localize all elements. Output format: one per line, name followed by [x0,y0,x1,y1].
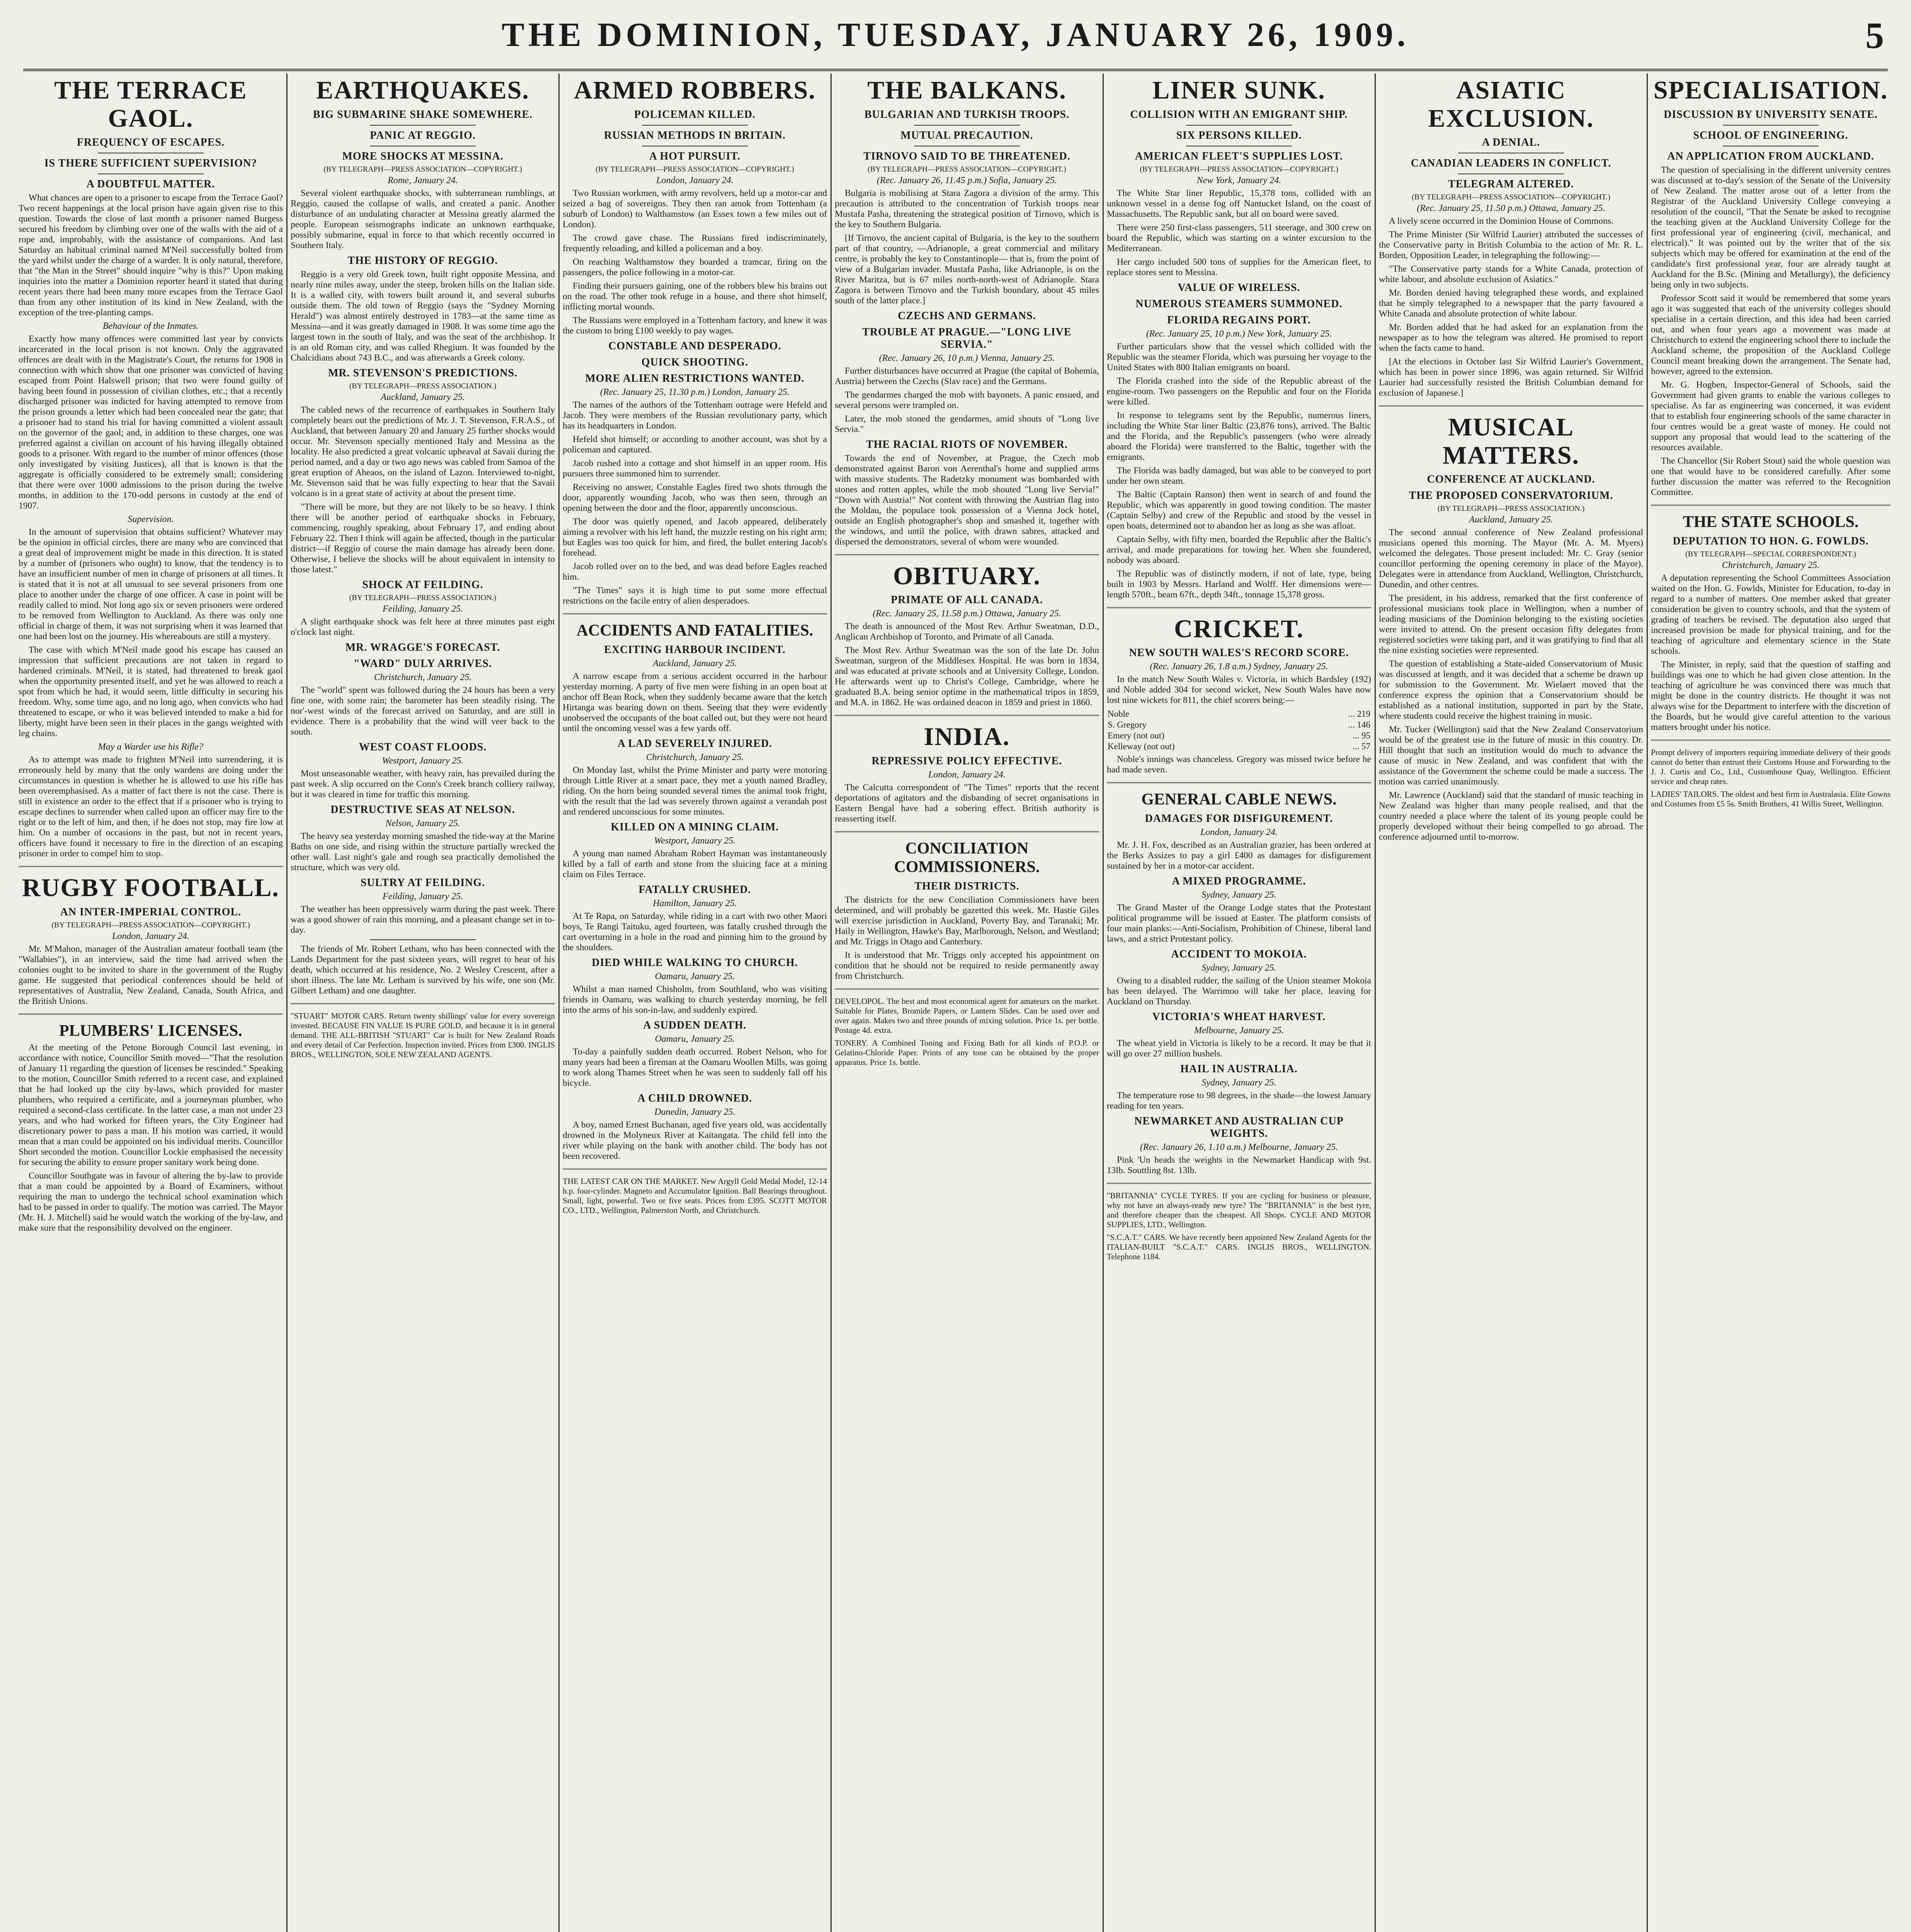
article-paragraph: Owing to a disabled rudder, the sailing of the Union steamer Mokoia has been delayed. The Warrimoo will take her place, leaving for Auckland on Thursday. [1107,976,1371,1007]
subhead: DESTRUCTIVE SEAS AT NELSON. [330,803,515,816]
article-paragraph: The gendarmes charged the mob with bayonets. A panic ensued, and several persons were trampled on. [835,389,1099,410]
subhead: SIX PERSONS KILLED. [1176,129,1302,141]
article-paragraph: Mr. Lawrence (Auckland) said that the standard of music teaching in New Zealand was higher than many people realised, and that the country needed a place where the talent of its young people could be properly developed without their being compelled to go abroad. The conference adjourned until to-morrow. [1379,790,1643,842]
dateline: Nelson, January 25. [385,818,460,828]
article-paragraph: Jacob rolled over on to the bed, and was dead before Eagles reached him. [563,561,827,582]
article-paragraph: In the amount of supervision that obtains sufficient? Whatever may be the opinion in official circles, there are many who are convinced that a great deal of improvement might be made in this direction. It is stated by a number of (prisoners who ought) to know, that the tendency is to have an insufficient number of men in charge of prisoners at all times. It is stated that it is not at all unusual to see several prisoners from one place to another under the charge of one officer. A case in point will be readily called to mind. Not long ago six or seven prisoners were ordered to be removed from Wellington to Auckland. As there was only one official in charge of them, it was not surprising when it was learned that one had been lost on the journey. His whereabouts are still a mystery. [19,527,283,642]
article-paragraph: Her cargo included 500 tons of supplies for the American fleet, to replace stores sent to Messina. [1107,257,1371,277]
headline-liner-sunk: LINER SUNK. [1152,76,1326,104]
divider [370,939,476,940]
table-row [1107,719,1371,730]
subhead: DEPUTATION TO HON. G. FOWLDS. [1673,535,1869,547]
subhead: POLICEMAN KILLED. [634,108,756,121]
subhead: TIRNOVO SAID TO BE THREATENED. [863,150,1070,162]
article-paragraph: Mr. J. H. Fox, described as an Australian grazier, has been ordered at the Berks Assizes to pay a girl £400 as damages for disfigurement sustained by her in a motor-car accident. [1107,840,1371,871]
headline-plumbers-licenses: PLUMBERS' LICENSES. [59,1022,242,1040]
subhead: A DOUBTFUL MATTER. [86,178,215,190]
credit-line: (BY TELEGRAPH—PRESS ASSOCIATION—COPYRIGHT.) [51,920,250,929]
article-paragraph: There were 250 first-class passengers, 511 steerage, and 300 crew on board the Republic, which was starting on a winter excursion to the Mediterranean. [1107,222,1371,253]
article-paragraph: The heavy sea yesterday morning smashed the tide-way at the Marine Baths on one side, and rising within the structure partially wrecked the other wall. Last night's gale and rough sea practically demolished the structure, which was very old. [291,831,555,872]
subhead: KILLED ON A MINING CLAIM. [611,821,779,833]
divider [370,125,476,126]
batsman-score: ... 95 [1353,731,1370,741]
article-paragraph: Exactly how many offences were committed last year by convicts incarcerated in the local prison is not known. Only the aggravated offences are dealt with in the Magistrate's Court, the returns for 1908 in connection with which show that one prisoner was convicted of having escaped from Point Halswell prison; that two were found guilty of having been found in possession of civilian clothes, etc.; that a recently discharged prisoner was indicted for having attempted to remove from the prison grounds a letter which had been concealed near the gate; that a prisoner had to stand his trial for having committed a violent assault on the governor of the gaol; and, in addition to these charges, one was preferred against a civilian on account of his having illegally obtained goods to a prisoner. With regard to the number of minor offences (those only investigated by visiting Justices), all that is known is that the aggregate is officially considered to be extremely small; considering that there were over 1000 admissions to the prison during the twelve months, in addition to the 170-odd persons in custody at the end of 1907. [19,334,283,511]
credit-line: (BY TELEGRAPH—PRESS ASSOCIATION—COPYRIGHT.) [323,165,522,173]
article-paragraph: The Minister, in reply, said that the question of staffing and buildings was one to which he had given close attention. In the teaching of agriculture he was convinced there was much that might be done in the country districts. He thought it was not always wise for the Department to interfere with the discretion of the Boards, but he would give careful attention to the various matters brought under his notice. [1651,659,1891,732]
article-paragraph: Mr. Tucker (Wellington) said that the New Zealand Conservatorium would be of the greatest use in the future of music in this country. Dr. Hill thought that such an institution would do much to advance the cause of music in New Zealand, and was confident that with the assistance of the Government the scheme could be made a success. The motion was carried unanimously. [1379,724,1643,787]
paper-date-line: THE DOMINION, TUESDAY, JANUARY 26, 1909. [502,16,1409,54]
subhead: A MIXED PROGRAMME. [1172,875,1306,888]
advertisement-stuart-motor-cars: "STUART" MOTOR CARS. Return twenty shillings' value for every sovereign invested. BECAUSE FIN VALUE IS PURE GOLD, and because it is in general demand. THE ALL-BRITISH "STUART" Car is built for New Zealand Roads and every detail of Car Perfection. Inspection invited. Prices from £300. INGLIS BROS., WELLINGTON, SOLE NEW ZEALAND AGENTS. [291,1011,555,1059]
subhead: "WARD" DULY ARRIVES. [354,657,492,670]
divider [835,831,1099,832]
subhead: DISCUSSION BY UNIVERSITY SENATE. [1664,108,1878,121]
subhead: QUICK SHOOTING. [641,356,749,368]
dateline: Sydney, January 25. [1201,1078,1276,1088]
credit-line: (BY TELEGRAPH—PRESS ASSOCIATION—COPYRIGHT.) [1412,193,1610,202]
subhead: AN APPLICATION FROM AUCKLAND. [1667,150,1874,162]
subhead: DAMAGES FOR DISFIGUREMENT. [1145,813,1333,825]
subhead: MORE SHOCKS AT MESSINA. [342,150,504,162]
subhead: NEW SOUTH WALES'S RECORD SCORE. [1129,647,1349,659]
article-paragraph: The death is announced of the Most Rev. Arthur Sweatman, D.D., Anglican Archbishop of Toronto, and Primate of all Canada. [835,621,1099,642]
advertisement-ladies-tailors: LADIES' TAILORS. The oldest and best firm in Australasia. Elite Gowns and Costumes from £5 5s. Smith Brothers, 41 Willis Street, Wellington. [1651,789,1891,808]
divider [19,866,283,867]
credit-line: (BY TELEGRAPH—PRESS ASSOCIATION—COPYRIGHT.) [868,165,1066,173]
subhead: MR. STEVENSON'S PREDICTIONS. [328,367,518,379]
subhead: IS THERE SUFFICIENT SUPERVISION? [44,157,257,170]
subhead: REPRESSIVE POLICY EFFECTIVE. [871,755,1062,767]
advertisement-argyll-car: THE LATEST CAR ON THE MARKET. New Argyll Gold Medal Model, 12-14 h.p. four-cylinder. Magneto and Accumulator Ignition. Ball Bearings throughout. Small, light, powerful. Two or five seats. Prices from £395. SCOTT MOTOR CO., LTD., Wellington, Palmerston North, and Christchurch. [563,1176,827,1215]
columns [19,73,1893,1932]
article-paragraph: The crowd gave chase. The Russians fired indiscriminately, frequently reloading, and killed a policeman and a boy. [563,233,827,253]
subhead: SCHOOL OF ENGINEERING. [1693,129,1848,141]
subhead: COLLISION WITH AN EMIGRANT SHIP. [1130,108,1348,121]
article-paragraph: "There will be more, but they are not likely to be so heavy. I think there will be another period of earthquake shocks in February, commencing, roughly speaking, about February 17, and ending about February 22. Then I think will again be affected, though in the particular district—if Reggio of course the main damage has already been done. Otherwise, I believe the shocks will be about equivalent in intensity to those latest." [291,502,555,575]
article-paragraph: Captain Selby, with fifty men, boarded the Republic after the Baltic's arrival, and made preparations for towing her. When she foundered, nobody was aboard. [1107,534,1371,565]
dateline: Christchurch, January 25. [374,672,472,682]
article-paragraph: Whilst a man named Chisholm, from Southland, who was visiting friends in Oamaru, was walking to church yesterday morning, he fell into the arms of his son-in-law, and suddenly expired. [563,984,827,1015]
article-paragraph: The wheat yield in Victoria is likely to be a record. It may be that it will go over 27 million bushels. [1107,1038,1371,1059]
dateline: (Rec. January 26, 11.45 p.m.) Sofia, January 25. [876,175,1057,185]
dateline: Feilding, January 25. [383,604,463,614]
article-paragraph: Reggio is a very old Greek town, built right opposite Messina, and nearly nine miles away, under the steep, broken hills on the Italian side. It is a walled city, with towers built around it, and several suburbs outside them. The old town of Reggio (says the "Sydney Morning Herald") was almost entirely destroyed in 1783—at the same time as Messina—and it was greatly damaged in 1908. It was some time ago the largest town in the south of Italy, and was the seat of the archbishop. It is an old Roman city, and was called Rhegium. It was founded by the Chalcidians about 743 B.C., and was afterwards a Greek colony. [291,269,555,363]
article-paragraph: It is understood that Mr. Triggs only accepted his appointment on condition that he should not be required to reside permanently away from Christchurch. [835,950,1099,981]
article-paragraph: The Most Rev. Arthur Sweatman was the son of the late Dr. John Sweatman, surgeon of the Middlesex Hospital. He was born in 1834, and was educated at private schools and at University College, London. He afterwards went up to Christ's College, Cambridge, where he graduated B.A. being senior optime in the mathematical tripos in 1859, and M.A. in 1862. He was ordained deacon in 1859 and priest in 1860. [835,645,1099,708]
subhead: MR. WRAGGE'S FORECAST. [345,641,500,653]
article-paragraph: The door was quietly opened, and Jacob appeared, deliberately aiming a revolver with his left hand, the muzzle resting on his right arm; but Eagles was too quick for him, and fired, the bullet entering Jacob's forehead. [563,516,827,558]
article-paragraph: Noble's innings was chanceless. Gregory was missed twice before he had made seven. [1107,754,1371,775]
subhead: MORE ALIEN RESTRICTIONS WANTED. [585,372,805,384]
dateline: Christchurch, January 25. [646,752,744,762]
headline-state-schools: THE STATE SCHOOLS. [1683,513,1859,531]
column-specialisation [1651,73,1891,1932]
article-paragraph: On Monday last, whilst the Prime Minister and party were motoring through Little River at a smart pace, they met a youth named Bradley, riding. On the horn being sounded several times the animal took fright, with the result that the lad was severely thrown against a verandah post and rendered unconscious for some minutes. [563,765,827,817]
article-paragraph: Mr. Borden denied having telegraphed these words, and explained that he simply telegraphed to a newspaper that the party favoured a White Canada and absolute protection of white labour. [1379,288,1643,319]
article-paragraph: "The Conservative party stands for a White Canada, protection of white labour, and absolute exclusion of Asiatics." [1379,264,1643,285]
column-earthquakes [291,73,555,1932]
subhead: VICTORIA'S WHEAT HARVEST. [1152,1011,1326,1023]
headline-india: INDIA. [924,723,1010,751]
subhead: A HOT PURSUIT. [649,150,741,162]
section-subhead: Behaviour of the Inmates. [103,321,199,332]
divider [1379,405,1643,406]
article-paragraph: A boy, named Ernest Buchanan, aged five years old, was accidentally drowned in the Molyneux River at Kaitangata. The child fell into the river while playing on the bank with another child. The body has not been recovered. [563,1119,827,1161]
column-rule [558,73,560,1932]
article-paragraph: The president, in his address, remarked that the first conference of professional musicians took place in Wellington, when a number of leading musicians of the Dominion belonging to the existing societies were invited to attend. On the present occasion fifty delegates from registered societies were taking part, and it was gratifying to find that all the nine existing societies were represented. [1379,593,1643,656]
subhead: TROUBLE AT PRAGUE.—"LONG LIVE SERVIA." [862,326,1072,350]
dateline: (Rec. January 25, 11.50 p.m.) Ottawa, January 25. [1417,203,1605,214]
credit-line: (BY TELEGRAPH—PRESS ASSOCIATION.) [349,593,497,602]
article-paragraph: The temperature rose to 98 degrees, in the shade—the lowest January reading for ten years. [1107,1090,1371,1111]
headline-earthquakes: EARTHQUAKES. [316,76,529,104]
masthead [23,11,1888,71]
column-terrace-gaol [19,73,283,1932]
dateline: Dunedin, January 25. [654,1107,735,1117]
article-paragraph: A deputation representing the School Committees Association waited on the Hon. G. Fowlds, Minister for Education, to-day in regard to a number of matters. One member asked that greater consideration be given to country schools, and that the system of grading of teachers be revised. The deputation also urged that increased provision be made for physical training, and for the teaching of agriculture and elementary science in the State schools. [1651,573,1891,656]
subhead: MUTUAL PRECAUTION. [900,129,1033,141]
headline-asiatic-exclusion: ASIATIC EXCLUSION. [1428,76,1594,133]
subhead: PANIC AT REGGIO. [370,129,476,141]
advertisement-customs-forwarding: Prompt delivery of importers requiring immediate delivery of their goods cannot do better than entrust their Customs House and Forwarding to the J. J. Curtis and Co., Ltd., Customhouse Quay, Wellington. Efficient service and cheap rates. [1651,747,1891,786]
article-paragraph: The question of establishing a State-aided Conservatorium of Music was discussed at length, and it was decided that a scheme be drawn up for submission to the Government. Mr. Wielaert moved that the conference express the opinion that a Conservatorium should be established as a national institution, supported in part by the State, where students could receive the highest training in music. [1379,659,1643,721]
page-number: 5 [1865,15,1884,56]
divider [835,554,1099,555]
column-rule [1375,73,1376,1932]
dateline: New York, January 24. [1196,175,1281,185]
subhead: SULTRY AT FEILDING. [360,876,485,889]
article-paragraph: In response to telegrams sent by the Republic, numerous liners, including the White Star liner Baltic (23,876 tons), arrived. The Baltic and the Florida, and the Republic's passengers (who were already aboard the Florida) were transferred to the Baltic, together with the emigrants. [1107,410,1371,462]
dateline: Auckland, January 25. [381,392,465,402]
headline-musical-matters: MUSICAL MATTERS. [1443,413,1579,469]
article-paragraph: The Florida was badly damaged, but was able to be conveyed to port under her own steam. [1107,465,1371,486]
column-liner-sunk [1107,73,1371,1932]
subhead: EXCITING HARBOUR INCIDENT. [604,643,786,656]
article-paragraph: As to attempt was made to frighten M'Neil into surrendering, it is erroneously held by many that the only wardens are doing under the circumstances in question is whether he is allowed to use his rifle has been overemphasised. As a matter of fact there is not the case. There is still in existence an order to the effect that if a prisoner who is trying to escape declines to surrender when called upon an officer may fire to the right or to the left of him, and then, if he does not stop, may fire low at him. On a number of occasions in the past, but not in recent years, officers have found it necessary to fire in the direction of an escaping prisoner in order to compel him to stop. [19,755,283,859]
table-row [1107,709,1371,719]
article-paragraph: At the meeting of the Petone Borough Council last evening, in accordance with notice, Councillor Smith moved—"That the resolution of January 11 regarding the question of licenses be rescinded." Speaking to the motion, Councillor Smith referred to a recent case, and explained that he had looked up the city by-laws, which provided for master plumbers, who required a certificate, and a journeyman plumber, who required a second-class certificate. In the latter case, a man not under 23 years, and who had worked for fifteen years, the City Engineer had discretionary power to pass a man. If his motion was carried, it would mean that a man could be appointed on his individual merits. Councillor Short seconded the motion. Councillor Lockie emphasised the necessity for securing the ability to ensure proper sanitary work being done. [19,1042,283,1167]
batsman-name: Noble [1108,709,1130,719]
dateline: Westport, January 25. [654,835,736,846]
divider [1107,782,1371,783]
article-paragraph: The Prime Minister (Sir Wilfrid Laurier) attributed the successes of the Conservative party in British Columbia to the action of Mr. R. L. Borden, Opposition Leader, in telegraphing the following:— [1379,230,1643,261]
dateline: Rome, January 24. [388,175,458,185]
article-paragraph: Mr. M'Mahon, manager of the Australian amateur football team (the "Wallabies"), in an interview, said the time had arrived when the colonies ought to be invited to share in the government of the Rugby game. He suggested that periodical conferences should be held of representatives of Australia, New Zealand, Canada, South Africa, and the British Unions. [19,944,283,1006]
article-paragraph: The Florida crashed into the side of the Republic abreast of the engine-room. Two passengers on the Republic and four on the Florida were killed. [1107,376,1371,407]
batsman-score: ... 57 [1353,742,1370,752]
dateline: Sydney, January 25. [1201,890,1276,900]
divider [1723,125,1819,126]
table-row [1107,741,1371,752]
subhead: NEWMARKET AND AUSTRALIAN CUP WEIGHTS. [1134,1115,1344,1140]
batsman-name: S. Gregory [1108,720,1147,730]
article-paragraph: A slight earthquake shock was felt here at three minutes past eight o'clock last night. [291,616,555,637]
article-paragraph: Towards the end of November, at Prague, the Czech mob demonstrated against Baron von Aerenthal's home and supplied arms with massive students. The Radetzky monument was bombarded with stones and rotten apples, while the mob shouted "Long live Servia!" "Down with Austria!" Not content with throwing the Austrian flag into the Moldau, the populace took possession of a Vienna Jock hotel, outside an English photographer's shop and smashed it, together with the windows, and until the police, with drawn sabres, attacked and dispersed the demonstrators, several of whom were wounded. [835,453,1099,547]
advertisement-britannia-tyres: "BRITANNIA" CYCLE TYRES. If you are cycling for business or pleasure, why not have an always-ready new tyre? The "BRITANNIA" is the best tyre, and therefore cheaper than the cheapest. All Shops. CYCLE AND MOTOR SUPPLIES, LTD., Wellington. [1107,1191,1371,1230]
headline-general-cable-news: GENERAL CABLE NEWS. [1141,791,1337,809]
article-paragraph: The Calcutta correspondent of "The Times" reports that the recent deportations of agitators and the disbanding of secret organisations in Eastern Bengal have had a sobering effect. British authority is reasserting itself. [835,782,1099,824]
article-paragraph: Councillor Southgate was in favour of altering the by-law to provide that a man could be appointed by a Board of Examiners, without requiring the man to undergo the technical school examination which had to be passed in order to qualify. The motion was carried. The Mayor (Mr. H. J. Mitchell) said he would watch the working of the by-law, and make sure that the responsibility devolved on the engineer. [19,1170,283,1233]
article-paragraph: The case with which M'Neil made good his escape has caused an impression that sufficient precautions are not taken in regard to hardened criminals. M'Neil, it is stated, had threatened to break gaol when the opportunity presented itself, and yet he was allowed to reach a spot from which he had, it would seem, little difficulty in securing his freedom. Why, some time ago, and no long ago, when convicts who had threatened to escape, or who it was believed intended to make a bid for liberty, might have been seen in their places in the gangs weighted with leg chains. [19,645,283,739]
headline-obituary: OBITUARY. [893,561,1041,590]
subhead: BIG SUBMARINE SHAKE SOMEWHERE. [313,108,533,121]
dateline: (Rec. January 25, 11.30 p.m.) London, January 25. [600,387,790,397]
subhead: THE HISTORY OF REGGIO. [347,254,498,267]
article-paragraph: Further particulars show that the vessel which collided with the Republic was the steamer Florida, which was pursuing her voyage to the United States with 800 Italian emigrants on board. [1107,341,1371,372]
subhead: FATALLY CRUSHED. [638,883,751,896]
divider [642,125,748,126]
subhead: ACCIDENT TO MOKOIA. [1171,948,1307,961]
divider [1107,1183,1371,1184]
article-paragraph: Receiving no answer, Constable Eagles fired two shots through the door, apparently wounding Jacob, who was then seen, through an opening between the door and the floor, apparently unconscious. [563,482,827,513]
column-balkans [835,73,1099,1932]
dateline: Feilding, January 25. [383,891,463,901]
dateline: Westport, January 25. [382,755,464,766]
subhead: A SUDDEN DEATH. [643,1019,747,1031]
divider [98,173,204,174]
headline-terrace-gaol: THE TERRACE GAOL. [54,76,247,133]
column-armed-robbers [563,73,827,1932]
article-paragraph: In the match New South Wales v. Victoria, in which Bardsley (192) and Noble added 304 for second wicket, New South Wales have now lost nine wickets for 811, the chief scorers being:— [1107,674,1371,706]
divider [1458,173,1564,174]
subhead: DIED WHILE WALKING TO CHURCH. [592,956,798,969]
subhead: BULGARIAN AND TURKISH TROOPS. [864,108,1070,121]
advertisement-tonery: TONERY. A Combined Toning and Fixing Bath for all kinds of P.O.P. or Gelatino-Chloride Paper. Prints of any tone can be obtained by the proper apparatus. Price 1s. bottle. [835,1038,1099,1067]
credit-line: (BY TELEGRAPH—SPECIAL CORRESPONDENT.) [1685,549,1856,558]
article-paragraph: Pink 'Un heads the weights in the Newmarket Handicap with 9st. 13lb. Souttling 8st. 13lb. [1107,1155,1371,1176]
article-paragraph: Later, the mob stoned the gendarmes, amid shouts of "Long live Servia." [835,413,1099,434]
divider [19,1014,283,1015]
dateline: (Rec. January 26, 1.10 a.m.) Melbourne, January 25. [1140,1142,1338,1153]
headline-armed-robbers: ARMED ROBBERS. [574,76,816,104]
credit-line: (BY TELEGRAPH—PRESS ASSOCIATION—COPYRIGHT.) [596,165,794,173]
article-paragraph: "The Times" says it is high time to put some more effectual restrictions on the facile entry of alien desperadoes. [563,585,827,606]
article-paragraph: Most unseasonable weather, with heavy rain, has prevailed during the past week. A slip occurred on the Conn's Creek branch colliery railway, but it was cleared in time for traffic this morning. [291,768,555,799]
batsman-name: Kelleway (not out) [1108,742,1175,752]
divider [1107,607,1371,608]
cricket-score-table [1107,709,1371,752]
dateline: London, January 24. [656,175,733,185]
dateline: Sydney, January 25. [1201,963,1276,973]
subhead: CONSTABLE AND DESPERADO. [608,340,781,352]
article-paragraph: The friends of Mr. Robert Letham, who has been connected with the Lands Department for the past sixteen years, will regret to hear of his death, which occurred at his residence, No. 2 Wesley Crescent, after a short illness. The late Mr. Letham is survived by his wife, one son (Mr. Gilbert Letham) and one daughter. [291,944,555,996]
credit-line: (BY TELEGRAPH—PRESS ASSOCIATION.) [349,381,497,390]
subhead: WEST COAST FLOODS. [359,741,487,753]
subhead: VALUE OF WIRELESS. [1178,281,1300,294]
dateline: (Rec. January 26, 1.8 a.m.) Sydney, January 25. [1150,662,1328,672]
table-row [1107,730,1371,741]
subhead: THE PROPOSED CONSERVATORIUM. [1409,490,1613,502]
section-subhead: May a Warder use his Rifle? [98,742,204,752]
subhead: FREQUENCY OF ESCAPES. [77,136,225,149]
article-paragraph: At Te Rapa, on Saturday, while riding in a cart with two other Maori boys, Te Rangi Taituku, aged fourteen, was fatally crushed through the cart overturning in a hole in the road and pinning him to the ground by the shoulders. [563,911,827,952]
article-paragraph: The districts for the new Conciliation Commissioners have been determined, and will probably be gazetted this week. Mr. Hastie Giles will exercise jurisdiction in Auckland, Poverty Bay, and Taranaki; Mr. Haily in Wellington, Hawke's Bay, Marlborough, Nelson, and Westland; and Mr. Triggs in Otago and Canterbury. [835,895,1099,947]
headline-balkans: THE BALKANS. [867,76,1067,104]
subhead: A LAD SEVERELY INJURED. [617,737,773,750]
subhead: FLORIDA REGAINS PORT. [1167,314,1311,326]
subhead: AMERICAN FLEET'S SUPPLIES LOST. [1135,150,1343,162]
subhead: AN INTER-IMPERIAL CONTROL. [60,906,242,918]
column-rule [1647,73,1648,1932]
divider [914,125,1020,126]
article-paragraph: The Chancellor (Sir Robert Stout) said the whole question was one that would have to be considered carefully. After some further discussion the matter was referred to the Recognition Committee. [1651,456,1891,497]
headline-specialisation: SPECIALISATION. [1653,76,1888,104]
credit-line: (BY TELEGRAPH—PRESS ASSOCIATION—COPYRIGHT.) [1140,165,1338,173]
batsman-score: ... 219 [1348,709,1370,719]
article-paragraph: The cabled news of the recurrence of earthquakes in Southern Italy completely bears out the predictions of Mr. J. T. Stevenson, F.R.A.S., of Auckland, that between January 20 and January 25 further shocks would occur. Mr. Stevenson specially mentioned Italy and Messina as the locality. He also predicted a great volcanic upheaval at Savaii during the period named, and a day or two ago news was cabled from Samoa of the great eruption of Aheaos, on the island of Lazon. Interviewed to-night, Mr. Stevenson said that he was fully expecting to hear that the Savaii volcano is in a great state of activity at about the present time. [291,405,555,498]
advertisement-developol: DEVELOPOL. The best and most economical agent for amateurs on the market. Suitable for Plates, Bromide Papers, or Lantern Slides. Can be used over and over again. Makes two and three pounds of mixing solution. Price 1s. per bottle. Postage 4d. extra. [835,996,1099,1035]
subhead: A DENIAL. [1482,136,1540,149]
dateline: London, January 24. [112,931,189,941]
article-paragraph: The question of specialising in the different university centres was discussed at to-day's session of the Senate of the University of New Zealand. The matter arose out of a letter from the Registrar of the Auckland University College conveying a resolution of the council, "That the Senate be asked to recognise the teaching given at the Auckland University College for the first professional year of engineering (civil, mechanical, and electrical)." It was pointed out by the writer that of the six subjects which may be offered for examination at the end of the candidate's first professional year, four are already taught at Auckland for the B.Sc. (Mining and Metallurgy), the deficiency being only in two subjects. [1651,165,1891,290]
subhead: HAIL IN AUSTRALIA. [1180,1063,1298,1075]
article-paragraph: Two Russian workmen, with army revolvers, held up a motor-car and seized a bag of sovereigns. They then ran amok from Tottenham (a suburb of London) to Walthamstow (an Essex town a few miles out of London). [563,188,827,230]
subhead: A CHILD DROWNED. [637,1092,752,1104]
article-paragraph: The Grand Master of the Orange Lodge states that the Protestant political programme will be issued at Easter. The platform consists of four main planks:—Anti-Socialism, Prohibition of Chinese, liberal land laws, and a strict Protestant policy. [1107,903,1371,944]
dateline: Melbourne, January 25. [1194,1026,1284,1036]
article-paragraph: The Russians were employed in a Tottenham factory, and knew it was the custom to bring £100 weekly to pay wages. [563,315,827,336]
dateline: London, January 24. [928,769,1006,780]
column-rule [830,73,832,1932]
article-paragraph: The second annual conference of New Zealand professional musicians opened this morning. The Mayor (Mr. A. M. Myers) welcomed the delegates. Those present included: Mr. C. Gray (senior councillor performing the opening ceremony in place of the Mayor). Delegates were in attendance from Auckland, Wellington, Christchurch, Dunedin, and other centres. [1379,527,1643,590]
divider [1651,740,1891,741]
subhead: PRIMATE OF ALL CANADA. [891,594,1043,606]
divider [563,613,827,614]
article-paragraph: The Baltic (Captain Ranson) then went in search of and found the Republic, which was apparently in good towing condition. The master (Captain Selby) and crew of the Republic and stood by the vessel in open boats, determined not to abandon her as long as she was afloat. [1107,489,1371,531]
dateline: (Rec. January 25, 11.58 p.m.) Ottawa, January 25. [873,609,1061,619]
article-paragraph: On reaching Walthamstow they boarded a tramcar, firing on the passengers, the police following in a motor-car. [563,257,827,277]
dateline: Oamaru, January 25. [655,1034,735,1044]
subhead: SHOCK AT FEILDING. [362,578,483,591]
article-paragraph: The "world" spent was followed during the 24 hours has been a very fine one, with some rain; the barometer has been steadily rising. The nor'-west winds of the forecast arrived on Saturday, and are still in evidence. There is a probability that the wind will veer back to the south. [291,685,555,737]
advertisement-scat-cars: "S.C.A.T." CARS. We have recently been appointed New Zealand Agents for the ITALIAN-BUILT "S.C.A.T." CARS. INGLIS BROS., WELLINGTON. Telephone 1184. [1107,1233,1371,1262]
divider [1651,505,1891,506]
subhead: RUSSIAN METHODS IN BRITAIN. [604,129,786,141]
dateline: Oamaru, January 25. [655,971,735,981]
headline-cricket: CRICKET. [1174,614,1304,643]
batsman-score: ... 146 [1348,720,1370,730]
article-paragraph: The names of the authors of the Tottenham outrage were Hefeld and Jacob. They were members of the Russian revolutionary party, which has its headquarters in London. [563,400,827,431]
article-paragraph: The Republic was of distinctly modern, if not of late, type, being built in 1903 by Messrs. Harland and Wolff. Her dimensions were—length 570ft., beam 67ft., depth 34ft., tonnage 15,378 gross. [1107,568,1371,600]
divider [1186,125,1292,126]
article-paragraph: What chances are open to a prisoner to escape from the Terrace Gaol? Two recent happenings at the local prison have again given rise to this question. Towards the close of last month a prisoner named Burgess secured his freedom by climbing over one of the walls with the aid of a rope and, improbably, with the assistance of companions. And last Saturday an habitual criminal named M'Neil successfully bolted from the yard whilst under the charge of a warder. It is only natural, therefore, that "the Man in the Street" should inquire "why is this?" Upon making inquiries into the matter a Dominion reporter heard it stated that during recent years there had been many more escapes from the Terrace Gaol than from any other institution of its kind in New Zealand, with the exception of the tree-planting camps. [19,193,283,318]
section-subhead: Supervision. [128,514,174,525]
article-paragraph: [If Tirnovo, the ancient capital of Bulgaria, is the key to the southern part of that country, —Adrianople, a great commercial and military centre, is probably the key to Constantinople— that is, from the point of view of a Bulgarian invader. Mustafa Pasha, like Adrianople, is on the River Maritza, but is 67 miles north-north-west of Adrianople. Stara Zagora is between Tirnovo and the Turkish boundary, about 45 miles south of the latter place.] [835,233,1099,306]
batsman-name: Emery (not out) [1108,731,1164,741]
headline-rugby-football: RUGBY FOOTBALL. [22,874,279,902]
article-paragraph: Mr. G. Hogben, Inspector-General of Schools, said the Government had given grants to enable the various colleges to specialise. As far as engineering was concerned, it was evident that to establish four engineering schools of the same character in four centres would be a great waste of money. He could not support any proposal that would lead to the scattering of the resources available. [1651,379,1891,452]
credit-line: (BY TELEGRAPH—PRESS ASSOCIATION.) [1437,504,1585,513]
divider [291,1003,555,1004]
dateline: Auckland, January 25. [1469,515,1553,525]
dateline: London, January 24. [1200,827,1278,838]
article-paragraph: Further disturbances have occurred at Prague (the capital of Bohemia, Austria) between the Czechs (Slav race) and the Germans. [835,366,1099,386]
divider [563,1168,827,1170]
subhead: TELEGRAM ALTERED. [1448,178,1574,190]
subhead: CZECHS AND GERMANS. [898,310,1036,322]
divider [835,715,1099,716]
column-rule [1103,73,1104,1932]
article-paragraph: Bulgaria is mobilising at Stara Zagora a division of the army. This precaution is attributed to the concentration of Turkish troops near Mustafa Pasha, threatening the strategical position of Tirnovo, which is the key to Southern Bulgaria. [835,188,1099,230]
dateline: Christchurch, January 25. [1722,560,1820,570]
article-paragraph: A young man named Abraham Robert Hayman was instantaneously killed by a fall of earth and stone from the sluicing face at a mining claim on Files Terrace. [563,848,827,879]
article-paragraph: [At the elections in October last Sir Wilfrid Laurier's Government, which has been in power since 1896, was again returned. Sir Wilfrid Laurier had successfully resisted the British Columbian demand for exclusion of Japanese.] [1379,357,1643,398]
article-paragraph: Finding their pursuers gaining, one of the robbers blew his brains out on the road. The other took refuge in a house, and there shot himself, inflicting mortal wounds. [563,281,827,312]
dateline: Hamilton, January 25. [653,898,737,908]
headline-conciliation: CONCILIATION COMMISSIONERS. [894,839,1040,876]
article-paragraph: Several violent earthquake shocks, with subterranean rumblings, at Reggio, caused the collapse of walls, and created a panic. Another disturbance of an undulating character at Messina greatly alarmed the people. European seismographs indicate an unknown earthquake, possibly submarine, equal in force to that which recently occurred in Southern Italy. [291,188,555,250]
article-paragraph: Jacob rushed into a cottage and shot himself in an upper room. His pursuers three summoned him to surrender. [563,458,827,479]
dateline: (Rec. January 26, 10 p.m.) Vienna, January 25. [879,353,1055,363]
article-paragraph: Professor Scott said it would be remembered that some years ago it was suggested that each of the university colleges should specialise in a certain direction, and this idea had been carried out, and when four years ago a movement was made at Christchurch to extend the engineering school there to include the Auckland scheme, the proposition of the Auckland College Council meant breaking down the arrangement. The Senate had, however, agreed to the extension. [1651,293,1891,376]
subhead: THEIR DISTRICTS. [914,880,1019,892]
article-paragraph: The White Star liner Republic, 15,378 tons, collided with an unknown vessel in a dense fog off Nantucket Island, on the coast of Massachusetts. The Republic sank, but all on board were saved. [1107,188,1371,219]
headline-accidents: ACCIDENTS AND FATALITIES. [576,621,813,639]
dateline: Auckland, January 25. [653,658,737,668]
article-paragraph: A narrow escape from a serious accident occurred in the harbour yesterday morning. A party of five men were fishing in an open boat at anchor off Bean Rock, when they suddenly became aware that the ketch Hirtanga was bearing down on them. Seeing that they were evidently unobserved the occupants of the boat called out, but they were not heard until the oncoming vessel was a few yards off. [563,671,827,733]
subhead: CONFERENCE AT AUCKLAND. [1427,473,1595,486]
article-paragraph: Hefeld shot himself; or according to another account, was shot by a policeman and captured. [563,434,827,455]
column-rule [286,73,288,1932]
divider [835,988,1099,990]
subhead: THE RACIAL RIOTS OF NOVEMBER. [866,438,1068,451]
subhead: CANADIAN LEADERS IN CONFLICT. [1411,157,1612,170]
subhead: NUMEROUS STEAMERS SUMMONED. [1135,298,1343,310]
dateline: (Rec. January 25, 10 p.m.) New York, January 25. [1146,328,1332,339]
article-paragraph: Mr. Borden added that he had asked for an explanation from the newspaper as to how the telegram was altered. He promised to report when the facts came to hand. [1379,322,1643,354]
article-paragraph: A lively scene occurred in the Dominion House of Commons. [1389,216,1613,226]
article-paragraph: The weather has been oppressively warm during the past week. There was a good shower of rain this morning, and a pleasant change set in to-day. [291,904,555,935]
article-paragraph: To-day a painfully sudden death occurred. Robert Nelson, who for many years had been a fireman at the Oamaru Woollen Mills, was going to work along Thames Street when he was seen to suddenly fall off his bicycle. [563,1046,827,1088]
column-asiatic-exclusion [1379,73,1643,1932]
